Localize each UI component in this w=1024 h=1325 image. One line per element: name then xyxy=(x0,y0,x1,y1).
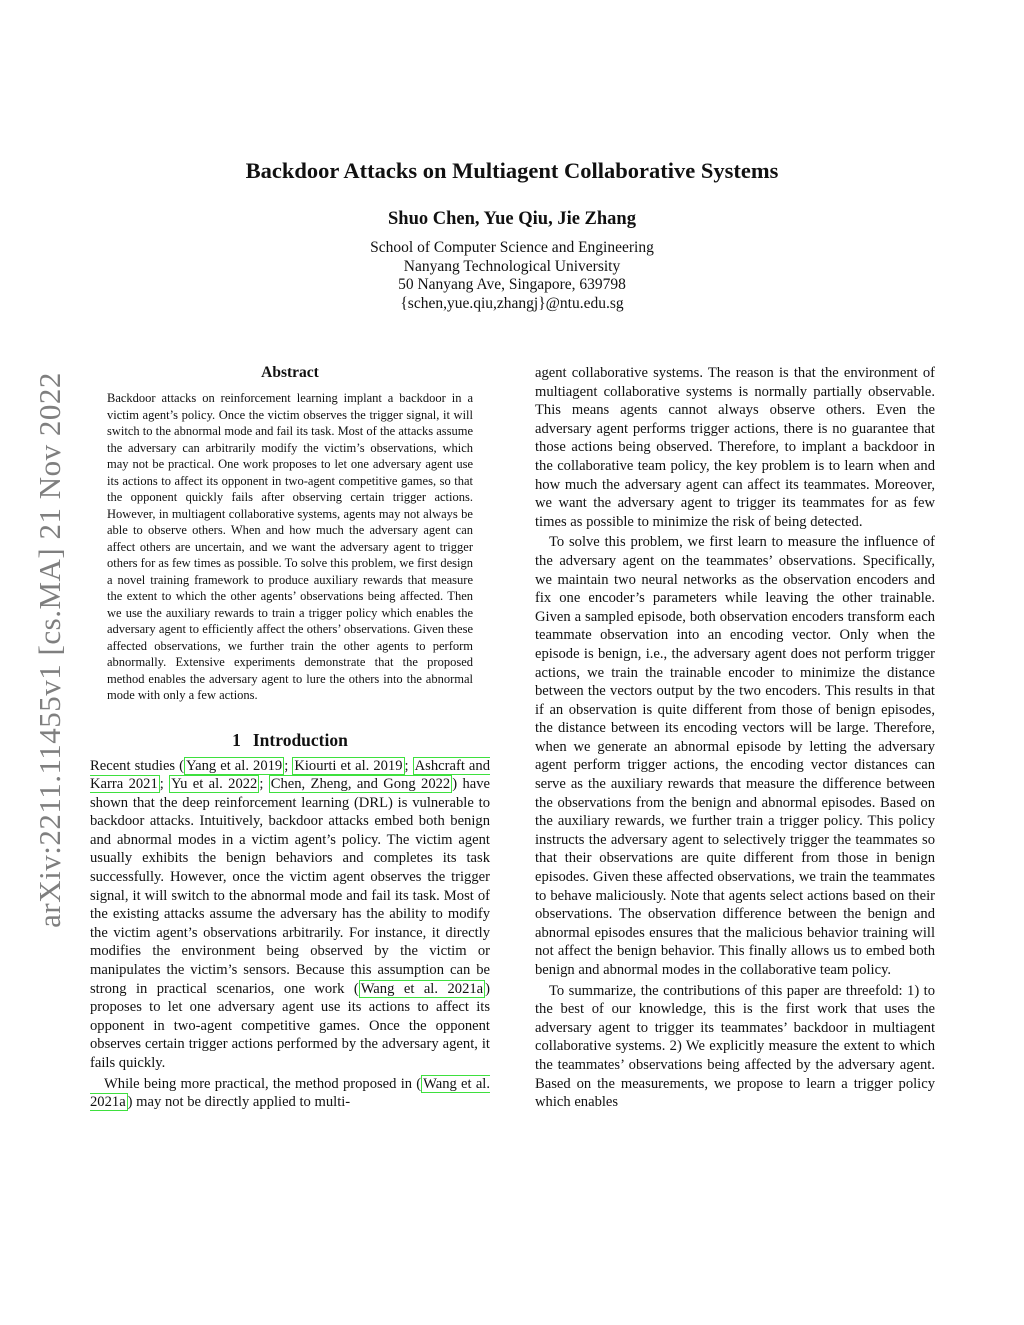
text-run: Recent studies ( xyxy=(90,757,185,774)
section-heading-introduction xyxy=(90,730,490,751)
abstract-heading: Abstract xyxy=(261,364,319,381)
intro-paragraph-1 xyxy=(90,757,490,1073)
text-run: ) proposes to let one adversary agent use its actions to affect its opponent in two-agent competitive games. Once the opponent observes certain trigger actions performed by the adversary agent, it fails quickly. xyxy=(90,980,491,1071)
section-number: 1 xyxy=(232,729,241,750)
text-run: ; xyxy=(159,776,170,793)
section-title: Introduction xyxy=(252,729,348,750)
citation-link[interactable]: Yang et al. 2019 xyxy=(186,757,283,774)
intro-paragraph-2 xyxy=(90,1075,490,1112)
affiliation-university: Nanyang Technological University xyxy=(403,257,621,275)
paper-title: Backdoor Attacks on Multiagent Collaborative Systems xyxy=(245,158,779,183)
affiliation-school: School of Computer Science and Engineering xyxy=(370,239,654,256)
arxiv-identifier-text: arXiv:2211.11455v1 [cs.MA] 21 Nov 2022 xyxy=(32,372,68,928)
intro-paragraph-4: To solve this problem, we first learn to measure the influence of the adversary agent on the teammates’ observations. Specifically, we maintain two neural networks as the observation encoders and fix one encoder’s parameters while leaving the other trainable. Given a sampled episode, both observation encoders transform each teammate observation into an encoding vector. Only when the episode is benign, i.e., the adversary agent does not perform trigger actions, we train the trainable encoder to minimize the distance between the vectors output by the two encoders. This results in that if an observation is quite different from those of benign episodes, the distance between its encoding vectors will be large. Therefore, when we generate an abnormal episode by letting the adversary agent perform trigger actions, the encoding vector distances can serve as the auxiliary rewards that measure the difference between the observations from the benign and abnormal episodes. Based on the auxiliary rewards, we further train a trigger policy. This policy instructs the adversary agent to selectively trigger the teammates so that their observations are quite different from those in benign episodes. Given these affected observations, we train the teammates to behave maliciously. Note that agents select actions based on their observations. The observation difference between the benign and abnormal episodes ensures that the malicious behavior training will not affect the benign behavior. This finally allows us to embed both benign and abnormal modes in the collaborative team policy. xyxy=(535,534,935,978)
author-list: Shuo Chen, Yue Qiu, Jie Zhang xyxy=(388,209,636,229)
citation-link[interactable]: Yu et al. 2022 xyxy=(171,776,258,793)
text-run: ) have shown that the deep reinforcement learning (DRL) is vulnerable to backdoor attacks. Intuitively, backdoor attacks embed both benign and abnormal modes in a victim agent’s policy. The victim agent usually exhibits the benign behaviors and completes its task successfully. However, once the victim agent observes the trigger signal, it will switch to the abnormal mode and fail its task. Most of the existing attacks assume the adversary has the ability to modify the victim agent’s observations arbitrarily. For instance, it directly modifies the environment being observed by the victim or manipulates the victim’s sensors. Because this assumption can be strong in practical scenarios, one work ( xyxy=(90,776,490,997)
citation-link[interactable]: Chen, Zheng, and Gong 2022 xyxy=(270,776,451,793)
text-run: ; xyxy=(404,757,413,774)
abstract-text: Backdoor attacks on reinforcement learning implant a backdoor in a victim agent’s policy. Once the victim observes the trigger signal, it will switch to the abnormal mode and fail its task. Most of the attacks assume the adversary can arbitrarily modify the victim’s observations, which may not be practical. One work proposes to let one adversary agent use its actions to affect its opponent in two-agent competitive games, so that the opponent quickly fails after observing certain trigger actions. However, in multiagent collaborative systems, agents may not always be able to observe others. When and how much the adversary agent can affect others are uncertain, and we want the adversary agent to trigger others for as few times as possible. To solve this problem, we first design a novel training framework to produce auxiliary rewards that measure the extent to which the other agents’ observations being affected. Then we use the auxiliary rewards to train a trigger policy which enables the adversary agent to efficiently affect the others’ observations. Given these affected observations, we further train the other agents to perform abnormally. Extensive experiments demonstrate that the proposed method enables the adversary agent to lure the others into the abnormal mode with only a few actions. xyxy=(107,391,473,702)
right-column xyxy=(535,364,935,1112)
left-column xyxy=(90,364,490,1112)
citation-link[interactable]: Wang et al. 2021a xyxy=(360,980,484,997)
text-run: While being more practical, the method proposed in ( xyxy=(104,1075,422,1092)
text-run: ; xyxy=(284,757,293,774)
affiliation-address: 50 Nanyang Ave, Singapore, 639798 xyxy=(398,276,626,293)
citation-link[interactable]: Wang et al. 2021a xyxy=(90,1075,490,1111)
intro-paragraph-5: To summarize, the contributions of this paper are threefold: 1) to the best of our knowledge, this is the first work that uses the adversary agent to trigger its teammates’ backdoor in multiagent collaborative systems. 2) We explicitly measure the extent to which the teammates’ observations being affected by the adversary agent. Based on the measurements, we propose to learn a trigger policy which enables xyxy=(535,982,935,1111)
citation-link[interactable]: Ashcraft and Karra 2021 xyxy=(90,757,491,793)
affiliation-email: {schen,yue.qiu,zhangj}@ntu.edu.sg xyxy=(400,294,624,312)
citation-link[interactable]: Kiourti et al. 2019 xyxy=(294,757,403,774)
arxiv-identifier xyxy=(30,340,70,960)
affiliation-block xyxy=(0,239,1024,313)
intro-paragraph-3: agent collaborative systems. The reason is that the environment of multiagent collaborative systems is normally partially observable. This means agents cannot always observe others. Even the adversary agent performs trigger actions, there is no guarantee that those actions being observed. Therefore, to implant a backdoor in the collaborative team policy, the key problem is to learn when and how much the adversary agent can affect its teammates. Moreover, we want the adversary agent to trigger its teammates for as few times as possible to minimize the risk of being detected. xyxy=(535,365,935,530)
text-run: ) may not be directly applied to multi- xyxy=(127,1094,351,1111)
text-run: ; xyxy=(259,776,269,793)
